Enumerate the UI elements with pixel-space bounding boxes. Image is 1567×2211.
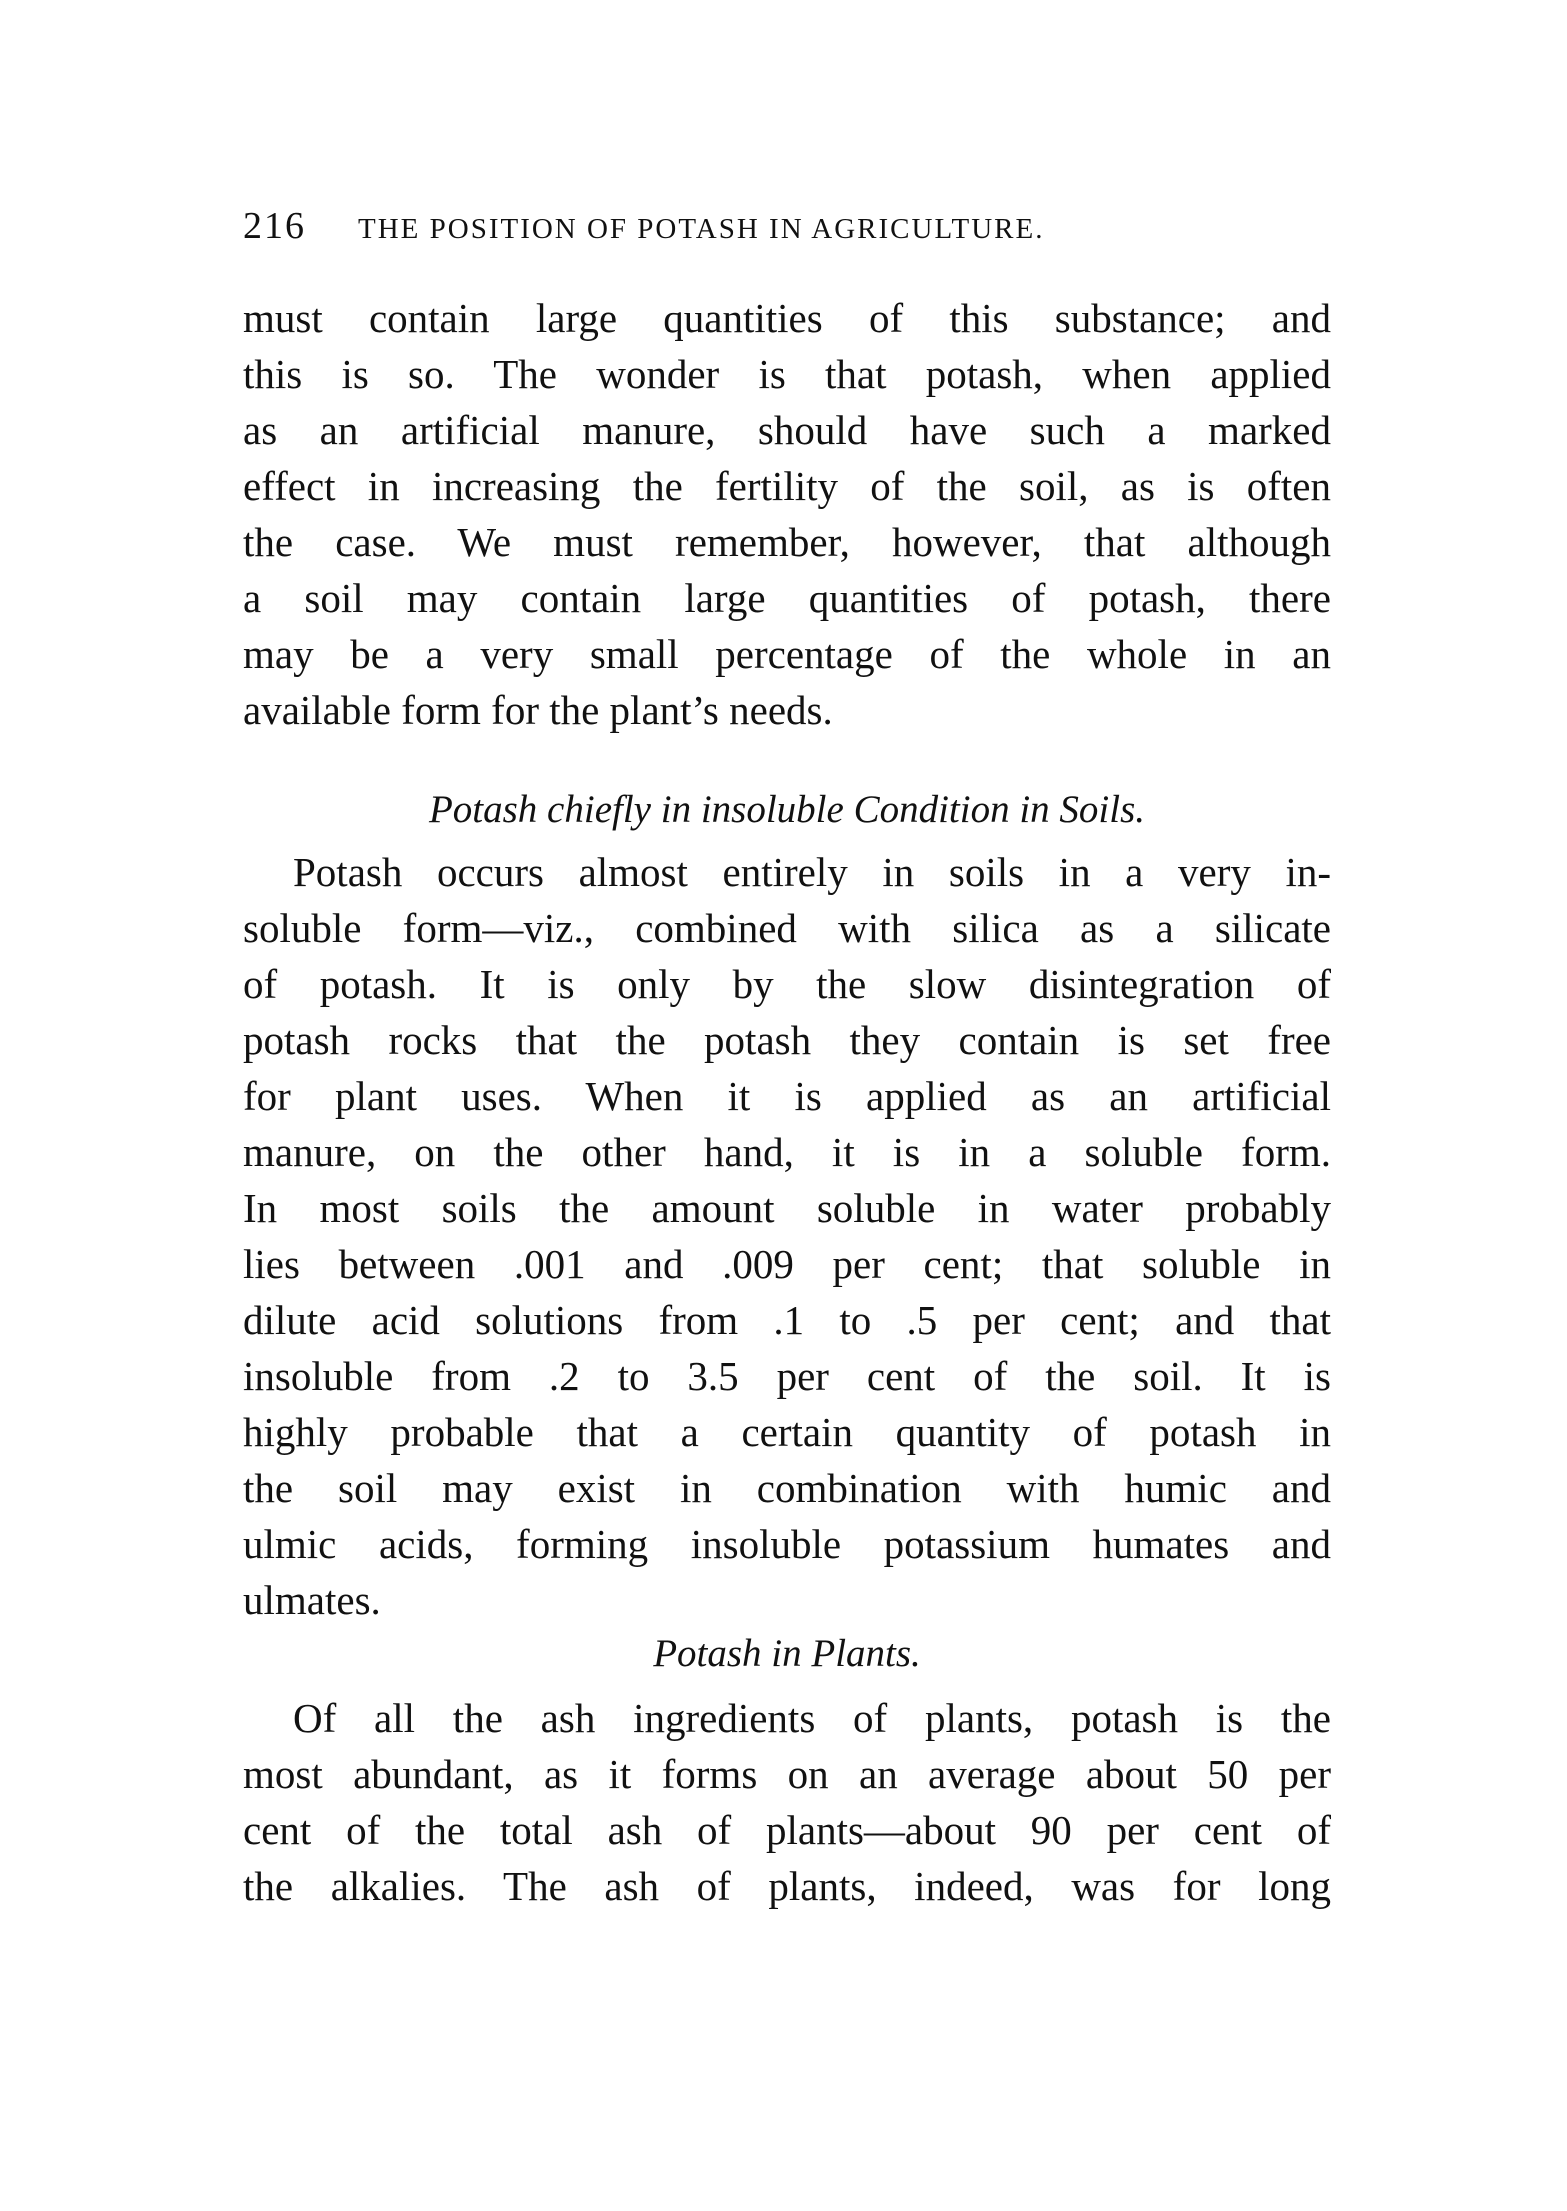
paragraph-1	[243, 290, 1331, 738]
text-line: ulmates.	[243, 1577, 381, 1623]
section-heading-plants: Potash in Plants.	[653, 1632, 921, 1675]
text-line: this is so. The wonder is that potash, when applied	[243, 351, 1331, 397]
text-line: effect in increasing the fertility of the soil, as is often	[243, 463, 1331, 509]
text-line: soluble form—viz., combined with silica as a silicate	[243, 905, 1331, 951]
text-line: as an artificial manure, should have such a marked	[243, 407, 1331, 453]
text-line: lies between .001 and .009 per cent; that soluble in	[243, 1241, 1331, 1287]
paragraph-2	[243, 844, 1331, 1628]
text-line: must contain large quantities of this substance; and	[243, 295, 1331, 341]
text-line: potash rocks that the potash they contain is set free	[243, 1017, 1331, 1063]
text-line: for plant uses. When it is applied as an artificial	[243, 1073, 1331, 1119]
text-line: most abundant, as it forms on an average about 50 per	[243, 1751, 1331, 1797]
text-line: available form for the plant’s needs.	[243, 687, 833, 733]
text-line: the case. We must remember, however, that although	[243, 519, 1331, 565]
paragraph-3	[243, 1690, 1331, 1914]
page-number: 216	[243, 205, 306, 247]
page-header	[243, 204, 1333, 254]
text-line: highly probable that a certain quantity of potash in	[243, 1409, 1331, 1455]
text-line: ulmic acids, forming insoluble potassium humates and	[243, 1521, 1331, 1567]
running-head: THE POSITION OF POTASH IN AGRICULTURE.	[358, 213, 1045, 245]
text-line: the soil may exist in combination with humic and	[243, 1465, 1331, 1511]
text-line: of potash. It is only by the slow disintegration of	[243, 961, 1331, 1007]
section-heading-insoluble: Potash chiefly in insoluble Condition in Soils.	[428, 788, 1146, 831]
text-line: Potash occurs almost entirely in soils in a very in-	[293, 849, 1331, 895]
text-line: Of all the ash ingredients of plants, potash is the	[293, 1695, 1331, 1741]
text-line: the alkalies. The ash of plants, indeed, was for long	[243, 1863, 1331, 1909]
text-line: insoluble from .2 to 3.5 per cent of the soil. It is	[243, 1353, 1331, 1399]
text-line: a soil may contain large quantities of potash, there	[243, 575, 1331, 621]
text-line: may be a very small percentage of the whole in an	[243, 631, 1331, 677]
text-line: manure, on the other hand, it is in a soluble form.	[243, 1129, 1331, 1175]
text-line: In most soils the amount soluble in water probably	[243, 1185, 1331, 1231]
text-line: cent of the total ash of plants—about 90 per cent of	[243, 1807, 1331, 1853]
text-line: dilute acid solutions from .1 to .5 per cent; and that	[243, 1297, 1331, 1343]
